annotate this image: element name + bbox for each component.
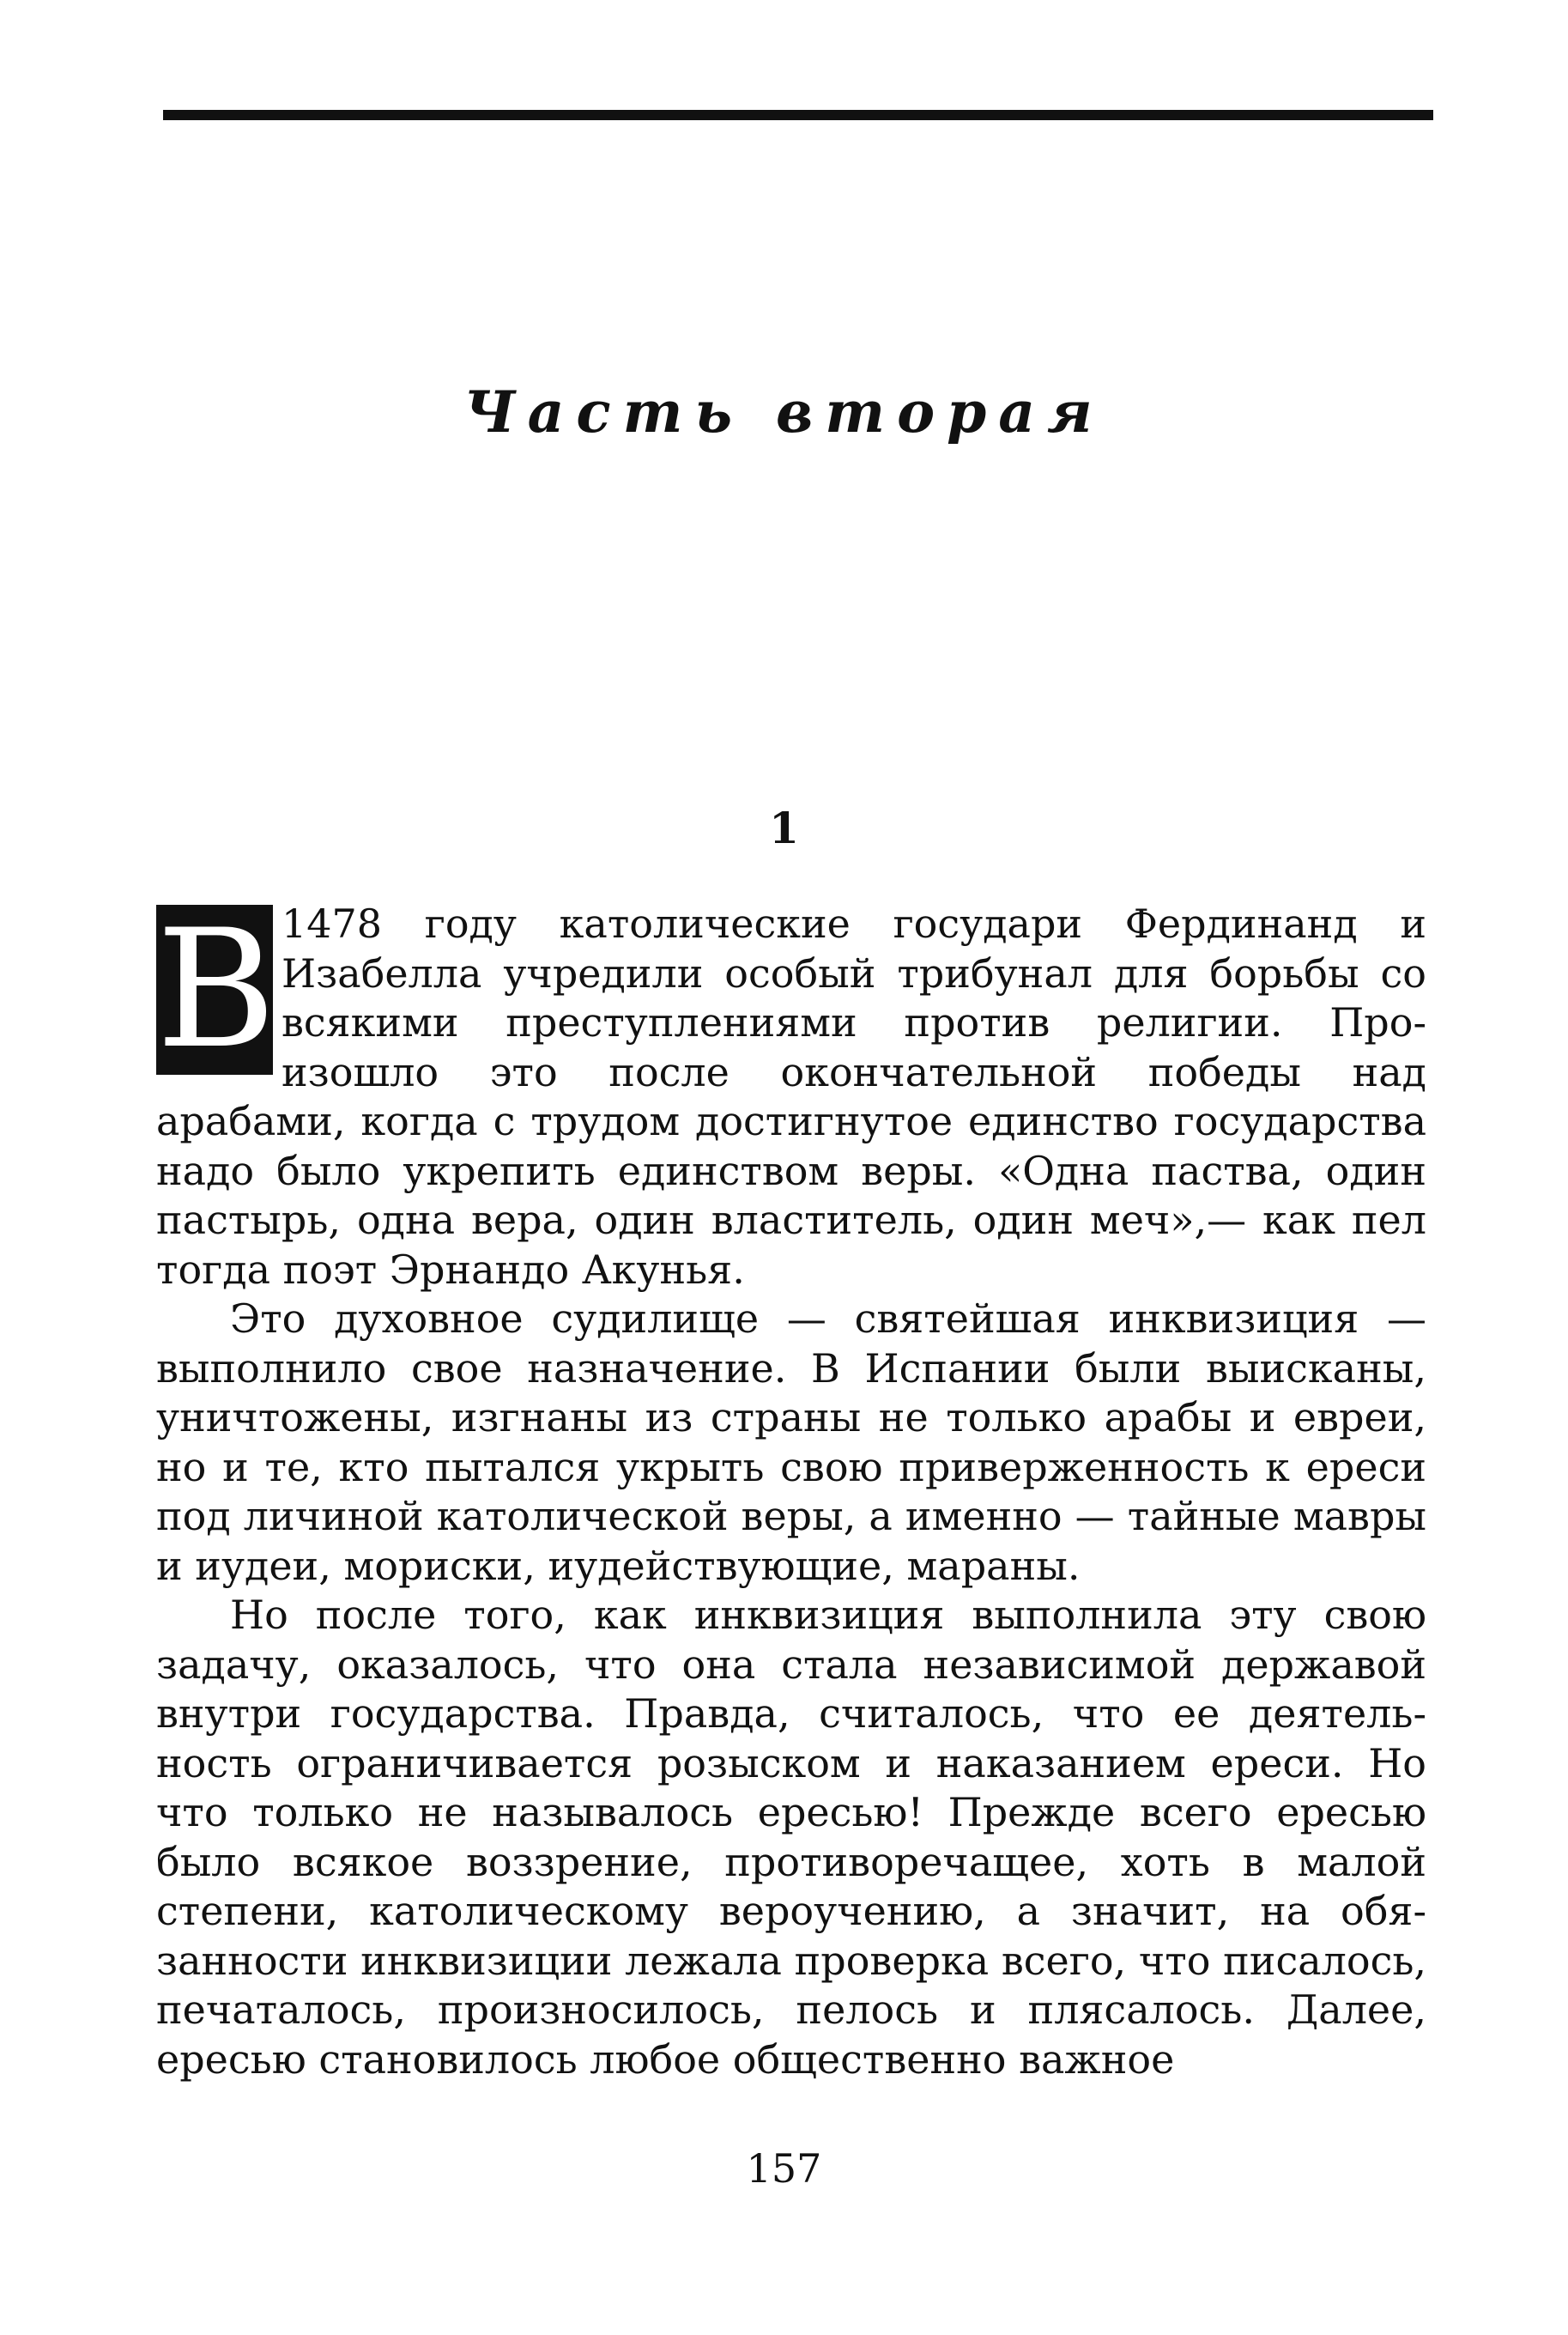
paragraph-2: Это духовное судилище — святейшая инквизиция — выполнило свое назначение. В Испании были выисканы, уничтожены, изгнаны из страны не только арабы и евреи, но и те, кто пытался укрыть свою приверженность к ереси под личиной католической веры, а именно — тайные мавры и иудеи, мориски, иудействующие, мараны.	[156, 1295, 1426, 1589]
chapter-number: 1	[769, 803, 799, 853]
part-title: Часть вторая	[463, 379, 1105, 446]
paragraph-1	[156, 895, 1426, 1295]
page-number: 157	[746, 2145, 822, 2192]
drop-cap: В	[156, 895, 276, 1084]
paragraph-3: Но после того, как инквизиция выполнила эту свою задачу, оказалось, что она стала независимой державой внутри государства. Правда, считалось, что ее деятельность ограничивается розыском и наказанием ереси. Но что только не называлось ересью! Прежде всего ересью было всякое воззрение, противоречащее, хоть в малой степени, католическому вероучению, а значит, на обязанности инквизиции лежала проверка всего, что писалось, печаталось, произносилось, пелось и плясалось. Далее, ересью становилось любое общественно важное	[156, 1592, 1426, 2083]
paragraph-1-text: 1478 году католические государи Фердинанд и Изабелла учредили особый трибунал для борьбы со всякими преступлениями против религии. Произошло это после окончательной победы над арабами, когда с трудом достигнутое единство государства надо было укрепить единством веры. «Одна паства, один пастырь, одна вера, один властитель, один меч»,— как пел тогда поэт Эрнандо Акунья.	[156, 901, 1426, 1293]
body-text	[156, 895, 1426, 2084]
top-rule	[163, 110, 1433, 120]
